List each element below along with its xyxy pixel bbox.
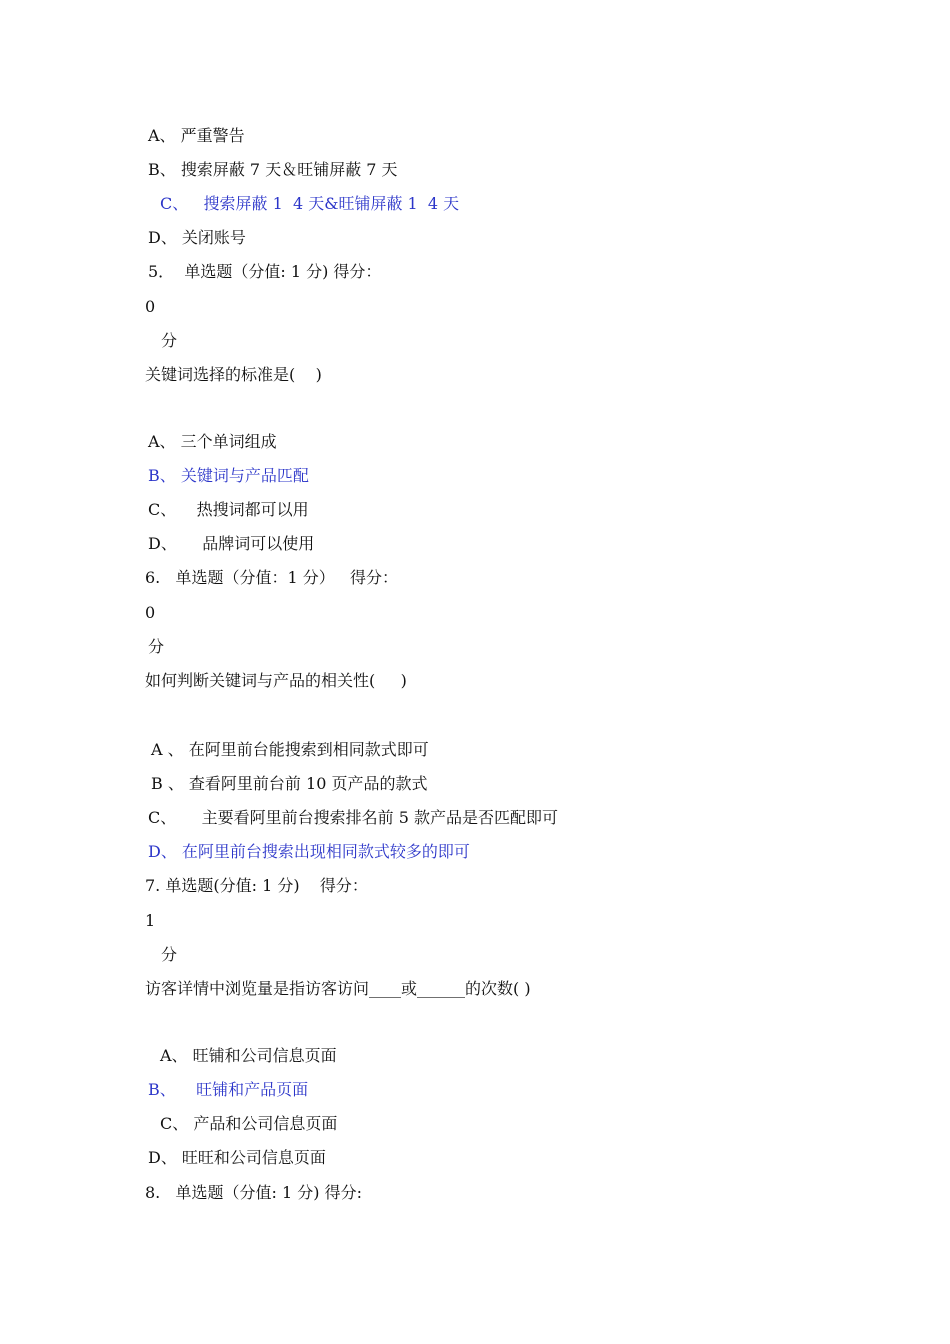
question-header: 5． 单选题（分值: 1 分) 得分： bbox=[148, 262, 382, 281]
option-text: D、 品牌词可以使用 bbox=[148, 534, 315, 553]
score-unit: 分 bbox=[161, 945, 178, 964]
option-text: A、 旺铺和公司信息页面 bbox=[160, 1046, 337, 1065]
option-text: D、 旺旺和公司信息页面 bbox=[148, 1148, 326, 1167]
option-text: A、 三个单词组成 bbox=[148, 432, 277, 451]
score-value: 0 bbox=[145, 603, 156, 622]
option-text-correct: D、 在阿里前台搜索出现相同款式较多的即可 bbox=[148, 842, 470, 861]
option-text: C、 主要看阿里前台搜索排名前 5 款产品是否匹配即可 bbox=[148, 808, 559, 827]
question-text: 如何判断关键词与产品的相关性( ) bbox=[145, 671, 407, 690]
option-text: B 、 查看阿里前台前 10 页产品的款式 bbox=[151, 774, 428, 793]
option-text-correct: B、 旺铺和产品页面 bbox=[148, 1080, 309, 1099]
question-text: 访客详情中浏览量是指访客访问____或______的次数( ) bbox=[145, 979, 531, 998]
question-header: 8. 单选题（分值: 1 分) 得分: bbox=[145, 1183, 362, 1202]
question-text: 关键词选择的标准是( ) bbox=[145, 365, 322, 384]
option-text: B、 搜索屏蔽 7 天＆旺铺屏蔽 7 天 bbox=[148, 160, 398, 179]
option-text: A 、 在阿里前台能搜索到相同款式即可 bbox=[151, 740, 429, 759]
option-text: A、 严重警告 bbox=[148, 126, 245, 145]
question-header: 6. 单选题（分值：1 分） 得分： bbox=[145, 568, 399, 587]
option-text-correct: B、 关键词与产品匹配 bbox=[148, 466, 309, 485]
score-value: 0 bbox=[145, 297, 156, 316]
option-text: C、 热搜词都可以用 bbox=[148, 500, 309, 519]
question-header: 7. 单选题(分值: 1 分) 得分： bbox=[145, 876, 368, 895]
score-unit: 分 bbox=[148, 637, 165, 656]
option-text-correct: C、 搜索屏蔽 1 4 天&旺铺屏蔽 1 4 天 bbox=[160, 194, 460, 213]
score-unit: 分 bbox=[161, 331, 178, 350]
option-text: C、 产品和公司信息页面 bbox=[160, 1114, 338, 1133]
option-text: D、 关闭账号 bbox=[148, 228, 246, 247]
score-value: 1 bbox=[145, 911, 156, 930]
